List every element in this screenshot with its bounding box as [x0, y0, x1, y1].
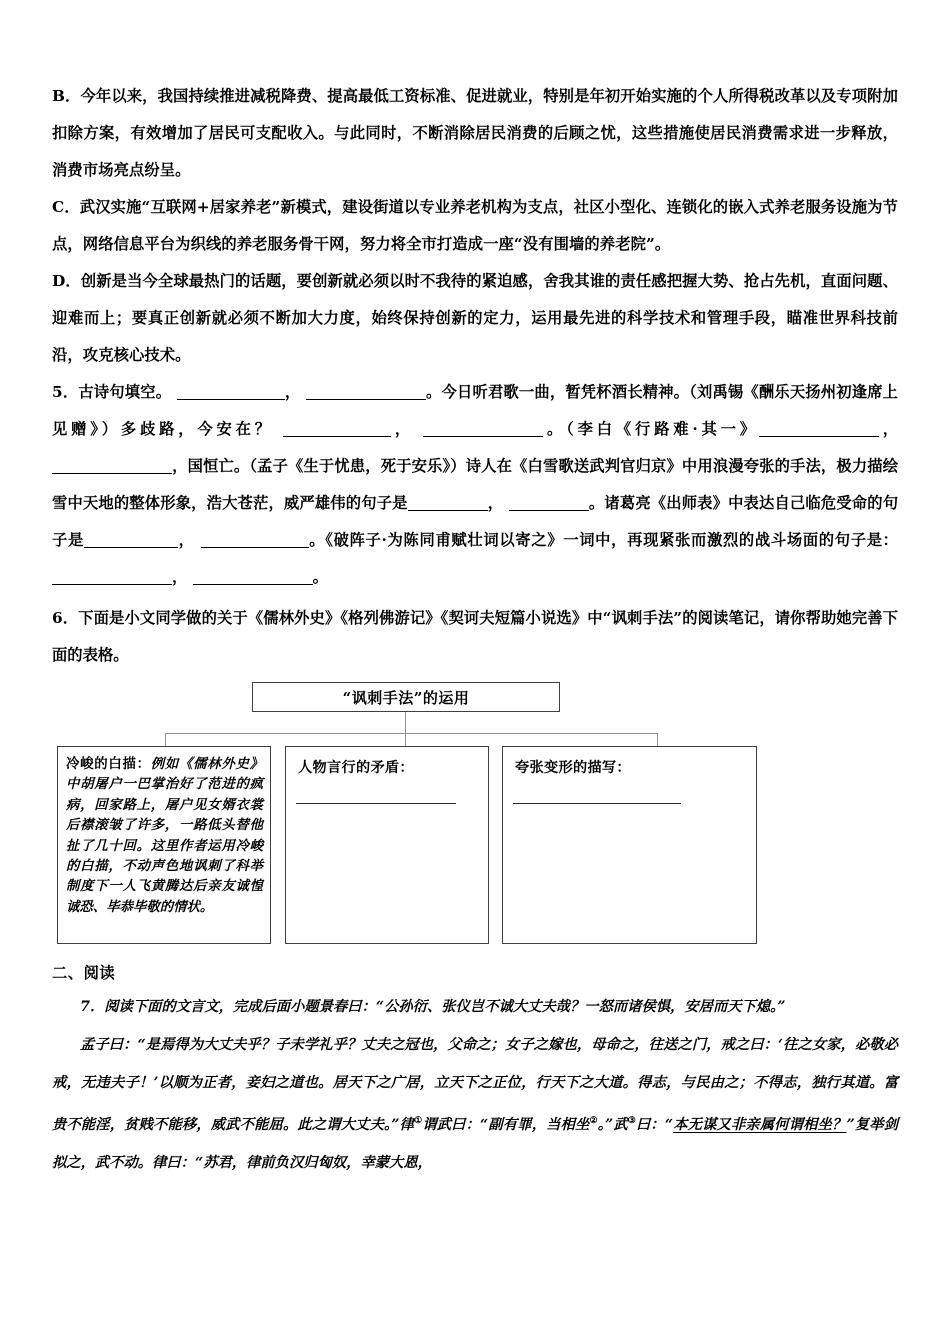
question-6 [52, 600, 898, 674]
option-c [52, 189, 898, 263]
question-5-number: 5． [52, 383, 79, 401]
answer-blank-2[interactable] [306, 386, 426, 400]
question-5-seg2: 。（李白《行路难·其一》 [543, 420, 759, 438]
question-5 [52, 374, 898, 596]
blank-separator-3: ， [878, 420, 898, 438]
passage-underlined-phrase: 本无谋又非亲属何谓相坐？ [673, 1116, 847, 1133]
question-7-lead: 阅读下面的文言文，完成后面小题 [104, 999, 319, 1015]
question-5-seg6: 。 [312, 568, 328, 586]
option-b-label: B． [52, 87, 81, 105]
answer-blank-8[interactable] [509, 497, 589, 511]
diagram-horizontal-connector [165, 733, 657, 734]
question-7-body: 景春曰：“公孙衍、张仪岂不诚大丈夫哉？一怒而诸侯惧，安居而天下熄。” [318, 999, 786, 1015]
diagram-box-cold-description [57, 746, 271, 944]
footnote-marker-1: ① [414, 1116, 423, 1126]
passage-part-2: 谓武曰：“副有罪，当相坐 [422, 1116, 590, 1133]
answer-blank-3[interactable] [283, 423, 391, 437]
diagram-box-1-body: 例如《儒林外史》中胡屠户一巴掌治好了范进的疯病，回家路上，屠户见女婿衣裳后襟滚皱了许多，一路低头替他扯了几十回。这里作者运用冷峻的白描，不动声色地讽刺了科举制度下一人飞黄腾达后亲友诚惶诚恐、毕恭毕敬的情状。 [66, 756, 264, 915]
satire-technique-diagram [52, 682, 898, 952]
diagram-box-1-content [58, 747, 270, 917]
diagram-box-3-answer-blank[interactable] [513, 803, 681, 804]
answer-blank-6[interactable] [52, 460, 172, 474]
answer-blank-11[interactable] [52, 571, 172, 585]
diagram-drop-connector-2 [405, 733, 406, 747]
question-7 [52, 988, 898, 1026]
question-5-seg3: ，国恒亡。（孟子《生于忧患，死于安乐》）诗人在《白雪歌送武判官归京》中用浪漫夸张的手法，极力描绘雪中天地的整体形象，浩大苍茫，威严雄伟的句子是 [52, 457, 898, 512]
diagram-title-box [252, 682, 560, 712]
answer-blank-5[interactable] [759, 423, 879, 437]
option-d [52, 263, 898, 374]
answer-blank-10[interactable] [201, 534, 309, 548]
diagram-box-3-head: 夸张变形的描写： [515, 760, 631, 776]
question-7-number: 7． [80, 999, 105, 1015]
diagram-box-character-contradiction [285, 746, 489, 944]
section-2-heading: 二、阅读 [52, 964, 116, 982]
answer-blank-1[interactable] [177, 386, 285, 400]
footnote-marker-2: ② [589, 1116, 598, 1126]
diagram-box-exaggerated-description [502, 746, 757, 944]
blank-separator-4: ， [487, 494, 504, 512]
question-6-text: 下面是小文同学做的关于《儒林外史》《格列佛游记》《契诃夫短篇小说选》中“讽刺手法”的阅读笔记，请你帮助她完善下面的表格。 [52, 609, 898, 664]
diagram-title-text: “讽刺手法”的运用 [342, 688, 470, 707]
passage-part-4: 曰：“ [636, 1116, 674, 1133]
option-b [52, 78, 898, 189]
answer-blank-4[interactable] [423, 423, 543, 437]
diagram-drop-connector-3 [657, 733, 658, 747]
footnote-marker-3: ③ [627, 1116, 636, 1126]
diagram-drop-connector-1 [165, 733, 166, 747]
option-d-label: D． [52, 272, 81, 290]
passage-part-1: 孟子曰：“是焉得为大丈夫乎？子未学礼乎？丈夫之冠也，父命之；女子之嫁也，母命之，往送之门，戒之曰：‘往之女家，必敬必戒，无违夫子！’以顺为正者，妾妇之道也。居天下之广居，立天下之正位，行天下之大道。得志，与民由之；不得志，独行其道。富贵不能淫，贫贱不能移，威武不能屈。此之谓大丈夫。”律 [52, 1037, 898, 1133]
diagram-stem-connector [405, 712, 406, 734]
question-5-seg1: 。今日听君歌一曲，暂凭杯酒长精神。（刘禹锡《酬乐天扬州初逢席上见赠》）多歧路，今安在？ [52, 383, 898, 438]
question-5-seg5: 。《破阵子·为陈同甫赋壮词以寄之》一词中，再现紧张而激烈的战斗场面的句子是： [308, 531, 898, 549]
option-b-text: 今年以来，我国持续推进减税降费、提高最低工资标准、促进就业，特别是年初开始实施的个人所得税改革以及专项附加扣除方案，有效增加了居民可支配收入。与此同时，不断消除居民消费的后顾之忧，这些措施使居民消费需求进一步释放，消费市场亮点纷呈。 [52, 87, 898, 179]
passage-part-5: ”复举剑拟之，武不动。律曰：“苏君，律前负汉归匈奴，幸蒙大恩， [52, 1116, 898, 1171]
blank-separator-5: ， [177, 531, 195, 549]
blank-separator-6: ， [172, 568, 188, 586]
blank-separator-1: ， [284, 383, 301, 401]
passage-part-3: 。”武 [597, 1116, 628, 1133]
answer-blank-7[interactable] [408, 497, 488, 511]
question-6-number: 6． [52, 609, 79, 627]
question-5-seg4: 。诸葛亮《出师表》中表达自己临危受命的句子是 [52, 494, 898, 549]
blank-separator-2: ， [391, 420, 414, 438]
passage-paragraph-2 [52, 1026, 898, 1182]
diagram-box-1-head: 冷峻的白描： [66, 756, 151, 772]
option-c-label: C． [52, 198, 80, 216]
question-5-stem: 古诗句填空。 [78, 383, 172, 401]
diagram-box-2-answer-blank[interactable] [296, 803, 456, 804]
diagram-box-2-head: 人物言行的矛盾： [298, 760, 414, 776]
answer-blank-12[interactable] [193, 571, 313, 585]
option-d-text: 创新是当今全球最热门的话题，要创新就必须以时不我待的紧迫感，舍我其谁的责任感把握大势、抢占先机，直面问题、迎难而上；要真正创新就必须不断加大力度，始终保持创新的定力，运用最先进的科学技术和管理手段，瞄准世界科技前沿，攻克核心技术。 [52, 272, 898, 364]
answer-blank-9[interactable] [84, 534, 178, 548]
option-c-text: 武汉实施“互联网+居家养老”新模式，建设街道以专业养老机构为支点，社区小型化、连锁化的嵌入式养老服务设施为节点，网络信息平台为织线的养老服务骨干网，努力将全市打造成一座“没有围墙的养老院”。 [52, 198, 898, 253]
